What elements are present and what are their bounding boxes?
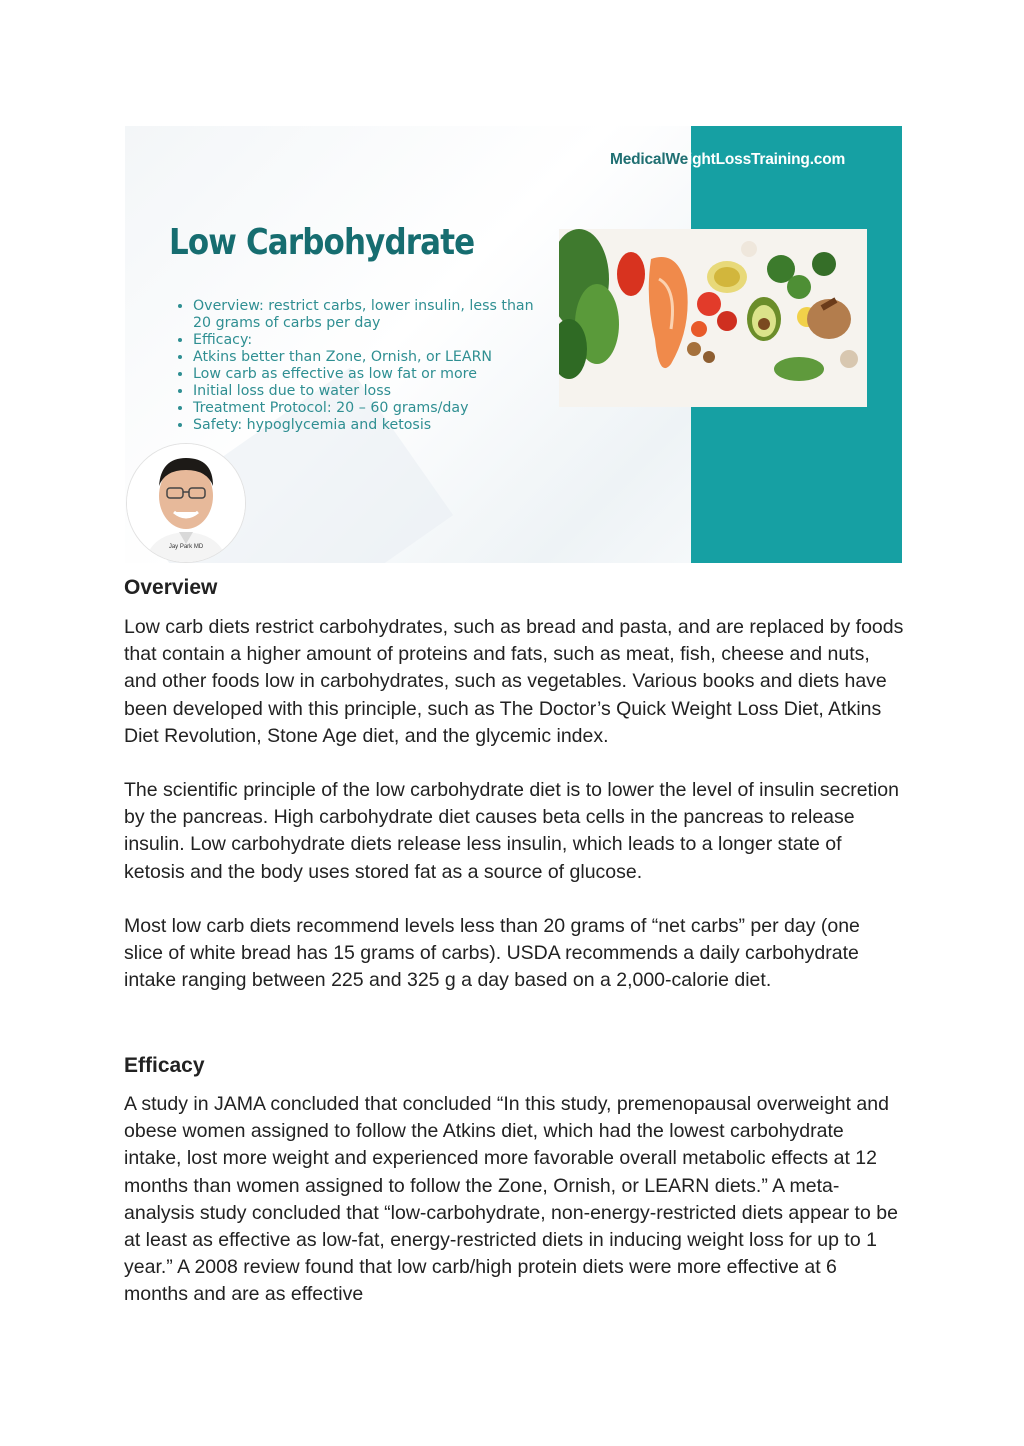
brand-url-part-1: MedicalWe [610,151,689,168]
avatar [127,444,245,562]
overview-paragraph-2: The scientific principle of the low carbohydrate diet is to lower the level of insulin secretion by the pancreas. High carbohydrate diet causes beta cells in the pancreas to release insulin. Low carbohydrate diets release less insulin, which leads to a longer state of ketosis and the body uses stored fat as a source of glucose. [124,779,899,883]
slide-bullet: • Atkins better than Zone, Ornish, or LEARN [193,349,553,366]
slide-bullet: • Initial loss due to water loss [193,383,553,400]
efficacy-paragraph-1: A study in JAMA concluded that concluded “In this study, premenopausal overweight and obese women assigned to follow the Atkins diet, which had the lowest carbohydrate intake, lost more weight and experienced more favorable overall metabolic effects at 12 months than women assigned to follow the Zone, Ornish, or LEARN diets.” A meta-analysis study concluded that “low-carbohydrate, non-energy-restricted diets appear to be at least as effective as low-fat, energy-restricted diets in inducing weight loss for up to 1 year.” A 2008 review found that low carb/high protein diets were more effective at 6 months and are as effective [124,1093,898,1306]
overview-section [124,576,904,600]
slide-bullet: • Safety: hypoglycemia and ketosis [193,417,553,434]
overview-paragraph-3-container [124,913,904,995]
food-illustration-icon [559,229,867,407]
slide-bullet: • Efficacy: [193,332,553,349]
slide-title: Low Carbohydrate [169,222,475,263]
slide-bullet: • Overview: restrict carbs, lower insulin, less than 20 grams of carbs per day [193,298,553,332]
efficacy-section [124,1054,904,1078]
efficacy-paragraph-1-container [124,1091,904,1309]
brand-url-part-2: ightLossTraining.com [688,151,846,168]
overview-paragraph-1: Low carb diets restrict carbohydrates, such as bread and pasta, and are replaced by foods that contain a higher amount of proteins and fats, such as meat, fish, cheese and nuts, and other foods low in carbohydrates, such as vegetables. Various books and diets have been developed with this principle, such as The Doctor’s Quick Weight Loss Diet, Atkins Diet Revolution, Stone Age diet, and the glycemic index. [124,616,904,747]
slide-bullet: • Low carb as effective as low fat or more [193,366,553,383]
overview-paragraph-2-container [124,777,904,886]
presenter-caption: Jay Park MD [168,544,204,550]
efficacy-heading: Efficacy [124,1054,205,1077]
overview-paragraph-3: Most low carb diets recommend levels less than 20 grams of “net carbs” per day (one slice of white bread has 15 grams of carbs). USDA recommends a daily carbohydrate intake ranging between 225 and 325 g a day based on a 2,000-calorie diet. [124,915,860,992]
brand-url [610,151,845,169]
slide-bullet-list [181,298,553,434]
slide-image [125,126,902,563]
overview-heading: Overview [124,576,218,599]
food-photo [559,229,867,407]
slide-bullet: • Treatment Protocol: 20 – 60 grams/day [193,400,553,417]
overview-paragraph-1-container [124,614,904,750]
